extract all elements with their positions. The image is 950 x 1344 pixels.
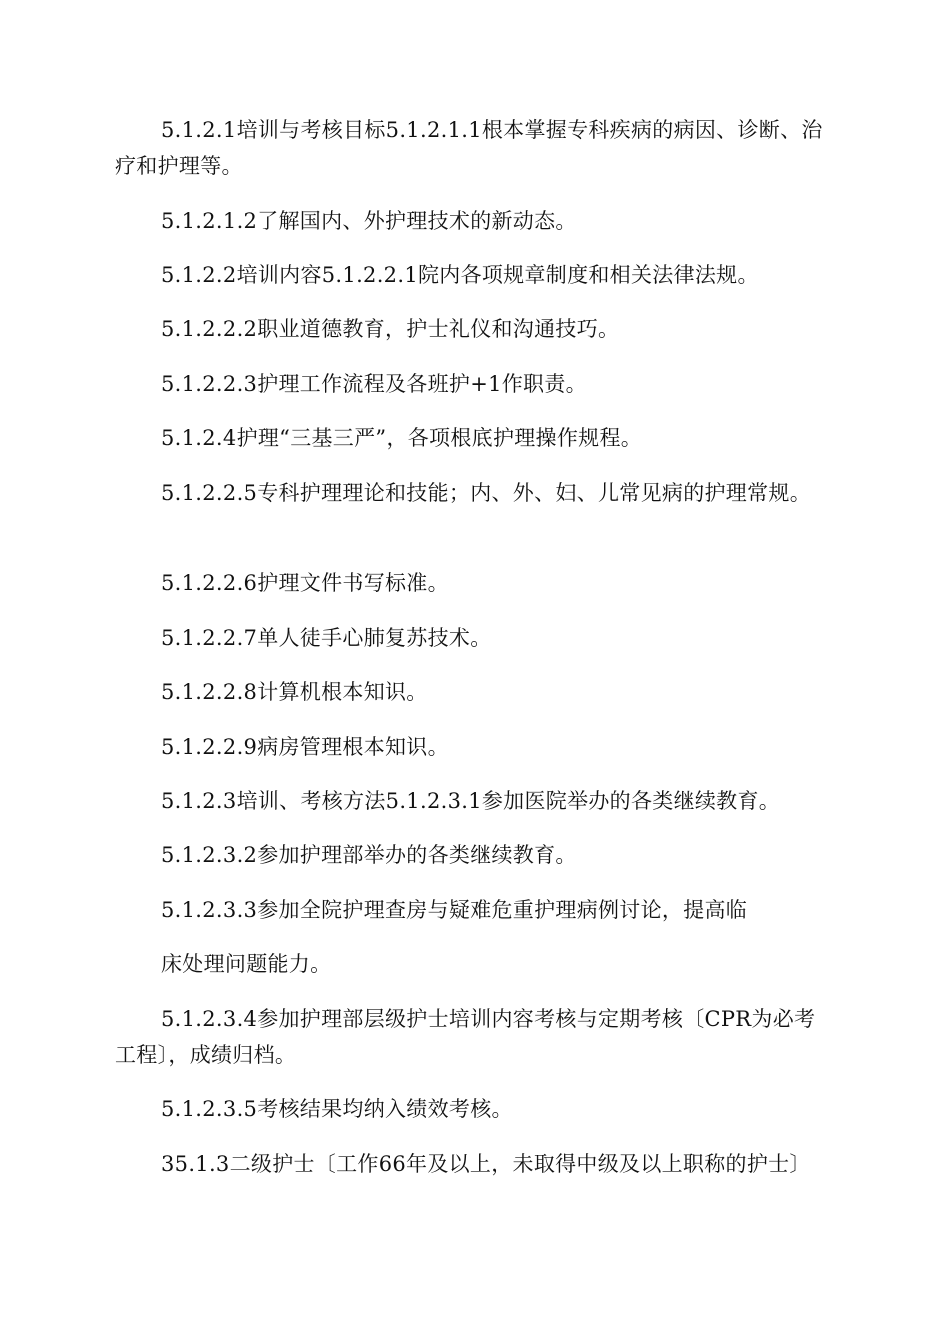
paragraph-5-1-2-2-5: 5.1.2.2.5专科护理理论和技能；内、外、妇、儿常见病的护理常规。 — [161, 481, 812, 505]
paragraph-5-1-2-3-3: 5.1.2.3.3参加全院护理查房与疑难危重护理病例讨论，提高临 — [161, 898, 748, 922]
paragraph-5-1-2-3-2: 5.1.2.3.2参加护理部举办的各类继续教育。 — [161, 843, 577, 867]
paragraph-5-1-2-1: 5.1.2.1培训与考核目标5.1.2.1.1根本掌握专科疾病的病因、诊断、治疗和护理等。 — [115, 118, 823, 178]
paragraph-35-1-3: 35.1.3二级护士〔工作66年及以上，未取得中级及以上职称的护士〕 — [161, 1152, 811, 1176]
paragraph-5-1-2-1-2: 5.1.2.1.2了解国内、外护理技术的新动态。 — [161, 209, 577, 233]
paragraph-5-1-2-3-4: 5.1.2.3.4参加护理部层级护士培训内容考核与定期考核〔CPR为必考工程〕，成绩归档。 — [115, 1007, 816, 1067]
paragraph-5-1-2-3-3-continued: 床处理问题能力。 — [161, 952, 332, 976]
paragraph-5-1-2-2-8: 5.1.2.2.8计算机根本知识。 — [161, 680, 428, 704]
paragraph-5-1-2-2-2: 5.1.2.2.2职业道德教育，护士礼仪和沟通技巧。 — [161, 317, 620, 341]
paragraph-5-1-2-2-9: 5.1.2.2.9病房管理根本知识。 — [161, 735, 449, 759]
paragraph-5-1-2-3-5: 5.1.2.3.5考核结果均纳入绩效考核。 — [161, 1097, 513, 1121]
paragraph-5-1-2-2-6: 5.1.2.2.6护理文件书写标准。 — [161, 571, 449, 595]
paragraph-5-1-2-4: 5.1.2.4护理“三基三严”，各项根底护理操作规程。 — [161, 426, 643, 450]
paragraph-5-1-2-2: 5.1.2.2培训内容5.1.2.2.1院内各项规章制度和相关法律法规。 — [161, 263, 759, 287]
paragraph-5-1-2-2-7: 5.1.2.2.7单人徒手心肺复苏技术。 — [161, 626, 492, 650]
paragraph-5-1-2-2-3: 5.1.2.2.3护理工作流程及各班护+1作职责。 — [161, 372, 587, 396]
paragraph-5-1-2-3: 5.1.2.3培训、考核方法5.1.2.3.1参加医院举办的各类继续教育。 — [161, 789, 781, 813]
